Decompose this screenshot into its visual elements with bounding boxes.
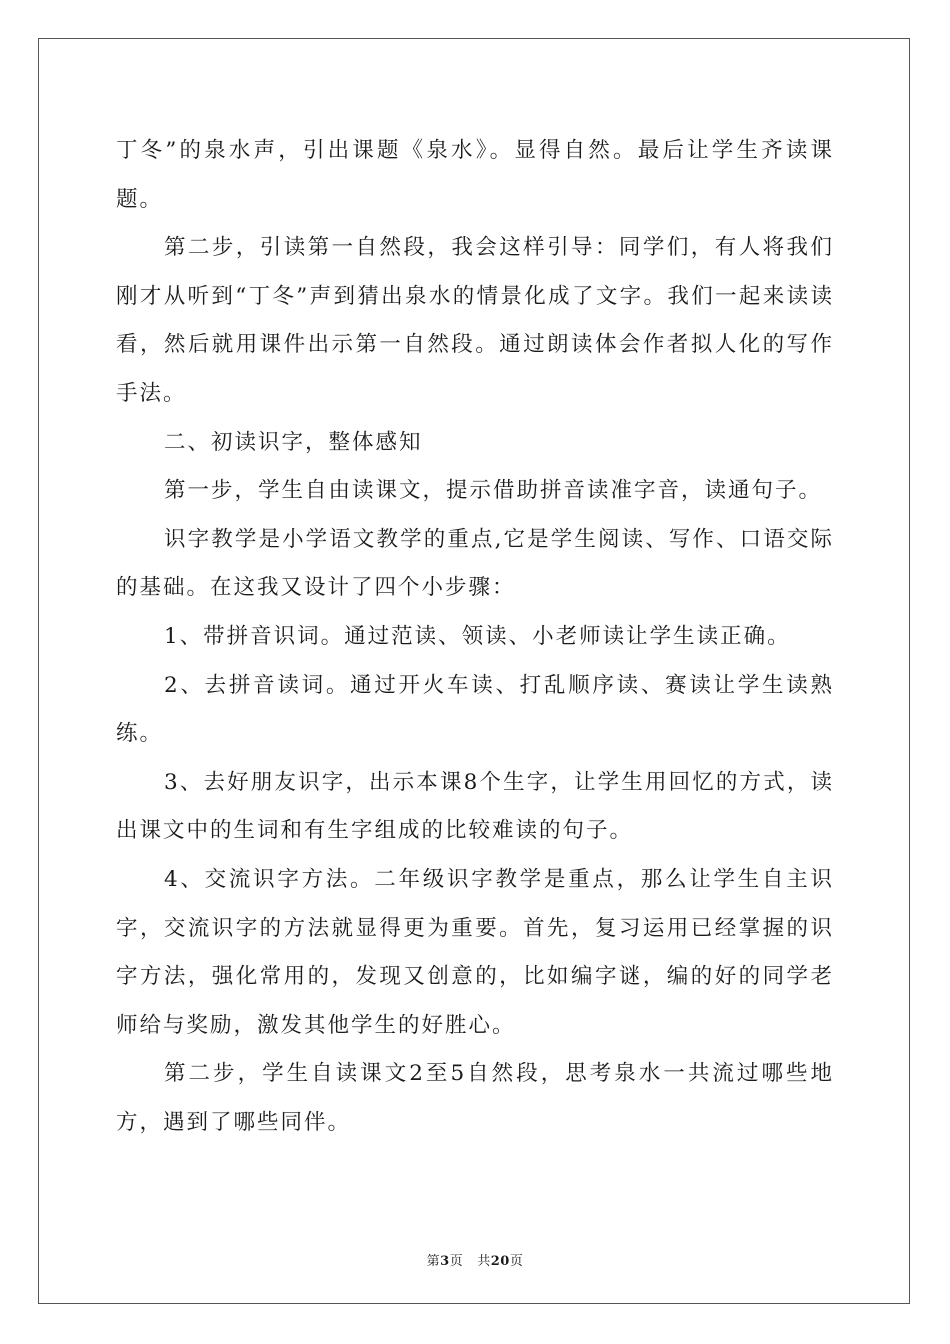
total-prefix: 共	[477, 1254, 491, 1269]
list-item: 4、交流识字方法。二年级识字教学是重点，那么让学生自主识字，交流识字的方法就显得更为重要。首先，复习运用已经掌握的识字方法，强化常用的，发现又创意的，比如编字谜，编的好的同学老师给与奖励，激发其他学生的好胜心。	[116, 866, 834, 1038]
section-heading: 二、初读识字，整体感知	[164, 429, 423, 455]
list-item: 1、带拼音识词。通过范读、领读、小老师读让学生读正确。	[164, 623, 791, 649]
paragraph: 第二步，学生自读课文2至5自然段，思考泉水一共流过哪些地方，遇到了哪些同伴。	[116, 1061, 834, 1135]
paragraph: 第二步，引读第一自然段，我会这样引导：同学们，有人将我们刚才从听到“丁冬”声到猜出泉水的情景化成了文字。我们一起来读读看，然后就用课件出示第一自然段。通过朗读体会作者拟人化的写作手法。	[116, 235, 834, 406]
document-body	[116, 127, 834, 1147]
page-suffix: 页	[449, 1254, 464, 1269]
paragraph: 识字教学是小学语文教学的重点,它是学生阅读、写作、口语交际的基础。在这我又设计了四个小步骤：	[116, 526, 834, 601]
paragraph: 丁冬”的泉水声，引出课题《泉水》。显得自然。最后让学生齐读课题。	[116, 138, 834, 212]
current-page-number: 3	[440, 1254, 450, 1269]
total-page-number: 20	[490, 1254, 510, 1269]
total-suffix: 页	[509, 1254, 524, 1269]
page-footer	[0, 1250, 950, 1269]
list-item: 2、去拼音读词。通过开火车读、打乱顺序读、赛读让学生读熟练。	[116, 672, 834, 747]
paragraph: 第一步，学生自由读课文，提示借助拼音读准字音，读通句子。	[164, 478, 823, 504]
list-item: 3、去好朋友识字，出示本课8个生字，让学生用回忆的方式，读出课文中的生词和有生字组成的比较难读的句子。	[116, 769, 834, 844]
page-prefix: 第	[426, 1254, 441, 1269]
